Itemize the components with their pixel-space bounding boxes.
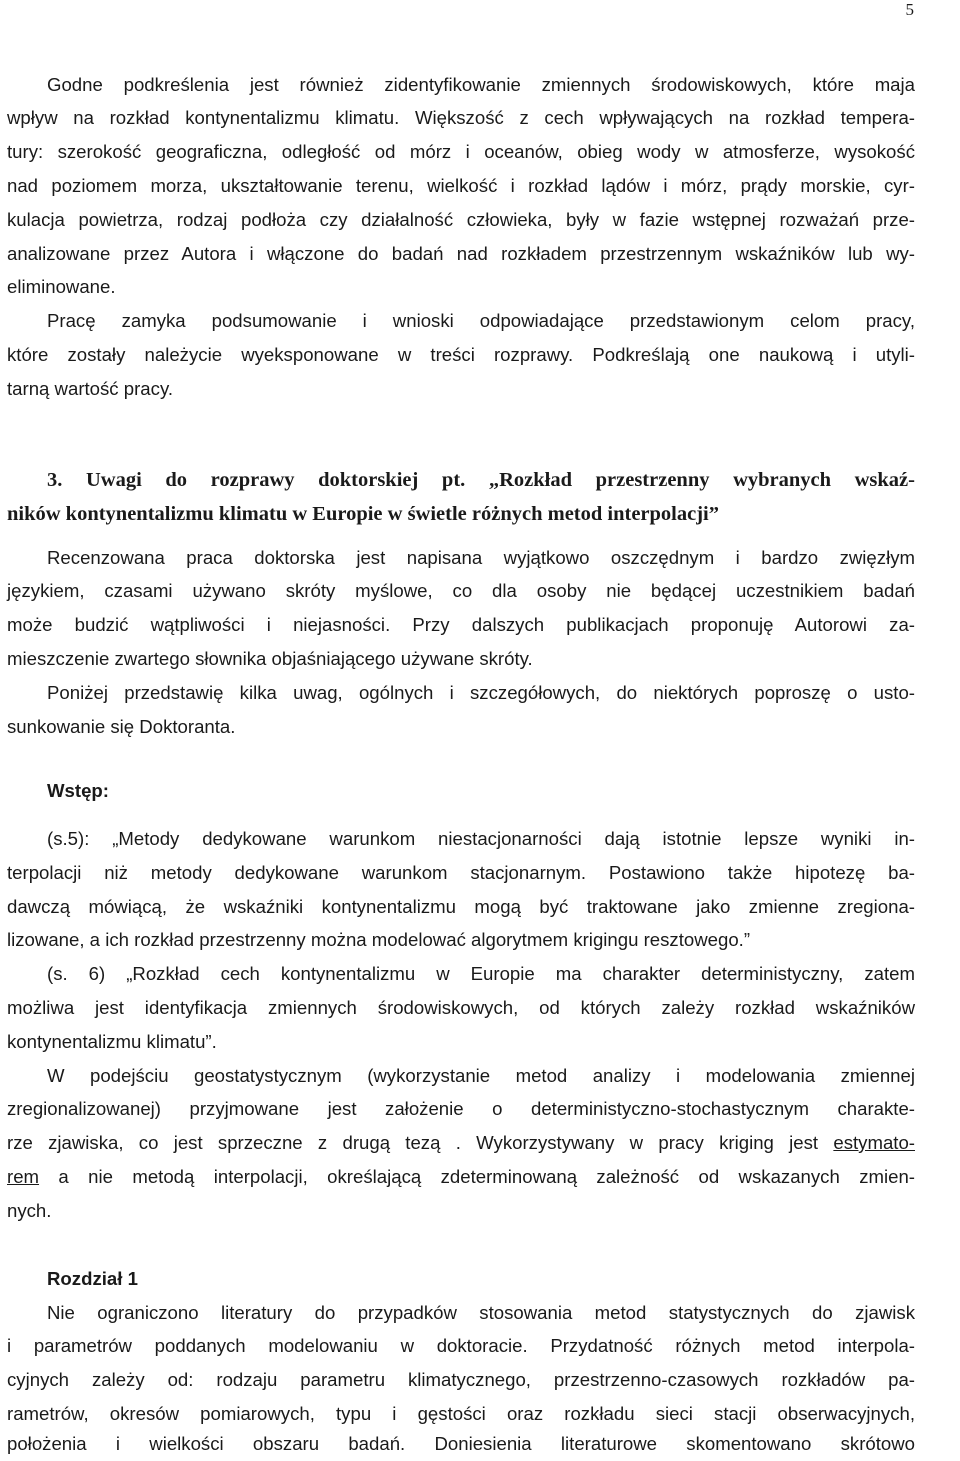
paragraph-line: Godne podkreślenia jest również zidentyfikowanie zmiennych środowiskowych, które maja bbox=[47, 74, 915, 95]
paragraph-line: Recenzowana praca doktorska jest napisana wyjątkowo oszczędnym i bardzo zwięzłym bbox=[47, 547, 915, 568]
paragraph-line bbox=[7, 1126, 915, 1160]
wstep-heading: Wstęp: bbox=[47, 780, 109, 801]
paragraph-line: wpływ na rozkład kontynentalizmu klimatu. Większość z cech wpływających na rozkład tempera- bbox=[7, 107, 915, 128]
paragraph-line: rametrów, okresów pomiarowych, typu i gęstości oraz rozkładu sieci stacji obserwacyjnych, bbox=[7, 1403, 915, 1424]
paragraph-line: może budzić wątpliwości i niejasności. Przy dalszych publikacjach proponuję Autorowi za- bbox=[7, 614, 915, 635]
paragraph-line: położenia i wielkości obszaru badań. Doniesienia literaturowe skomentowano skrótowo bbox=[7, 1433, 915, 1454]
paragraph-line: (s.5): „Metody dedykowane warunkom niestacjonarności dają istotnie lepsze wyniki in- bbox=[47, 828, 915, 849]
section-heading: 3. Uwagi do rozprawy doktorskiej pt. „Rozkład przestrzenny wybranych wskaź- bbox=[47, 469, 915, 491]
paragraph-line: W podejściu geostatystycznym (wykorzystanie metod analizy i modelowania zmiennej bbox=[47, 1065, 915, 1086]
paragraph-line: terpolacji niż metody dedykowane warunkom stacjonarnym. Postawiono także hipotezę ba- bbox=[7, 862, 915, 883]
paragraph-line: cyjnych zależy od: rodzaju parametru klimatycznego, przestrzenno-czasowych rozkładów pa- bbox=[7, 1369, 915, 1390]
paragraph-line: sunkowanie się Doktoranta. bbox=[7, 716, 236, 737]
paragraph-line: zregionalizowanej) przyjmowane jest założenie o deterministyczno-stochastycznym charakte- bbox=[7, 1098, 915, 1119]
paragraph-line: analizowane przez Autora i włączone do badań nad rozkładem przestrzennym wskaźników lub wy- bbox=[7, 243, 915, 264]
paragraph-text: a nie metodą interpolacji, określającą zdeterminowaną zależność od wskazanych zmien- bbox=[39, 1166, 915, 1187]
paragraph-line: językiem, czasami używano skróty myślowe, co dla osoby nie będącej uczestnikiem badań bbox=[7, 580, 915, 601]
paragraph-line: Nie ograniczono literatury do przypadków stosowania metod statystycznych do zjawisk bbox=[47, 1302, 915, 1323]
paragraph-line: tarną wartość pracy. bbox=[7, 378, 174, 399]
paragraph-line: lizowane, a ich rozkład przestrzenny można modelować algorytmem krigingu resztowego.” bbox=[7, 929, 751, 950]
rozdzial-heading: Rozdział 1 bbox=[47, 1268, 138, 1289]
paragraph-line: możliwa jest identyfikacja zmiennych środowiskowych, od których zależy rozkład wskaźników bbox=[7, 997, 915, 1018]
paragraph-line: tury: szerokość geograficzna, odległość od mórz i oceanów, obieg wody w atmosferze, wysokość bbox=[7, 141, 915, 162]
section-heading: ników kontynentalizmu klimatu w Europie w świetle różnych metod interpolacji” bbox=[7, 503, 719, 525]
underlined-text: rem bbox=[7, 1166, 40, 1187]
paragraph-line: które zostały należycie wyeksponowane w treści rozprawy. Podkreślają one naukową i utyli- bbox=[7, 344, 915, 365]
paragraph-line: Pracę zamyka podsumowanie i wnioski odpowiadające przedstawionym celom pracy, bbox=[47, 310, 915, 331]
paragraph-line: kulacja powietrza, rodzaj podłoża czy działalność człowieka, były w fazie wstępnej rozważań prze- bbox=[7, 209, 915, 230]
paragraph-line: eliminowane. bbox=[7, 276, 116, 297]
paragraph-line bbox=[7, 1160, 915, 1194]
paragraph-line: i parametrów poddanych modelowaniu w doktoracie. Przydatność różnych metod interpola- bbox=[7, 1335, 915, 1356]
paragraph-line: kontynentalizmu klimatu”. bbox=[7, 1031, 217, 1052]
paragraph-line: nad poziomem morza, ukształtowanie terenu, wielkość i rozkład lądów i mórz, prądy morskie, cyr- bbox=[7, 175, 915, 196]
paragraph-line: (s. 6) „Rozkład cech kontynentalizmu w Europie ma charakter deterministyczny, zatem bbox=[47, 963, 915, 984]
paragraph-line: mieszczenie zwartego słownika objaśniającego używane skróty. bbox=[7, 648, 533, 669]
paragraph-line: nych. bbox=[7, 1200, 52, 1221]
underlined-text: estymato- bbox=[833, 1132, 915, 1153]
paragraph-line: dawczą mówiącą, że wskaźniki kontynentalizmu mogą być traktowane jako zmienne zregiona- bbox=[7, 896, 915, 917]
paragraph-line: Poniżej przedstawię kilka uwag, ogólnych i szczegółowych, do niektórych poproszę o usto- bbox=[47, 682, 915, 703]
page-number: 5 bbox=[905, 0, 914, 19]
paragraph-text: rze zjawiska, co jest sprzeczne z drugą tezą . Wykorzystywany w pracy kriging jest bbox=[7, 1132, 834, 1153]
